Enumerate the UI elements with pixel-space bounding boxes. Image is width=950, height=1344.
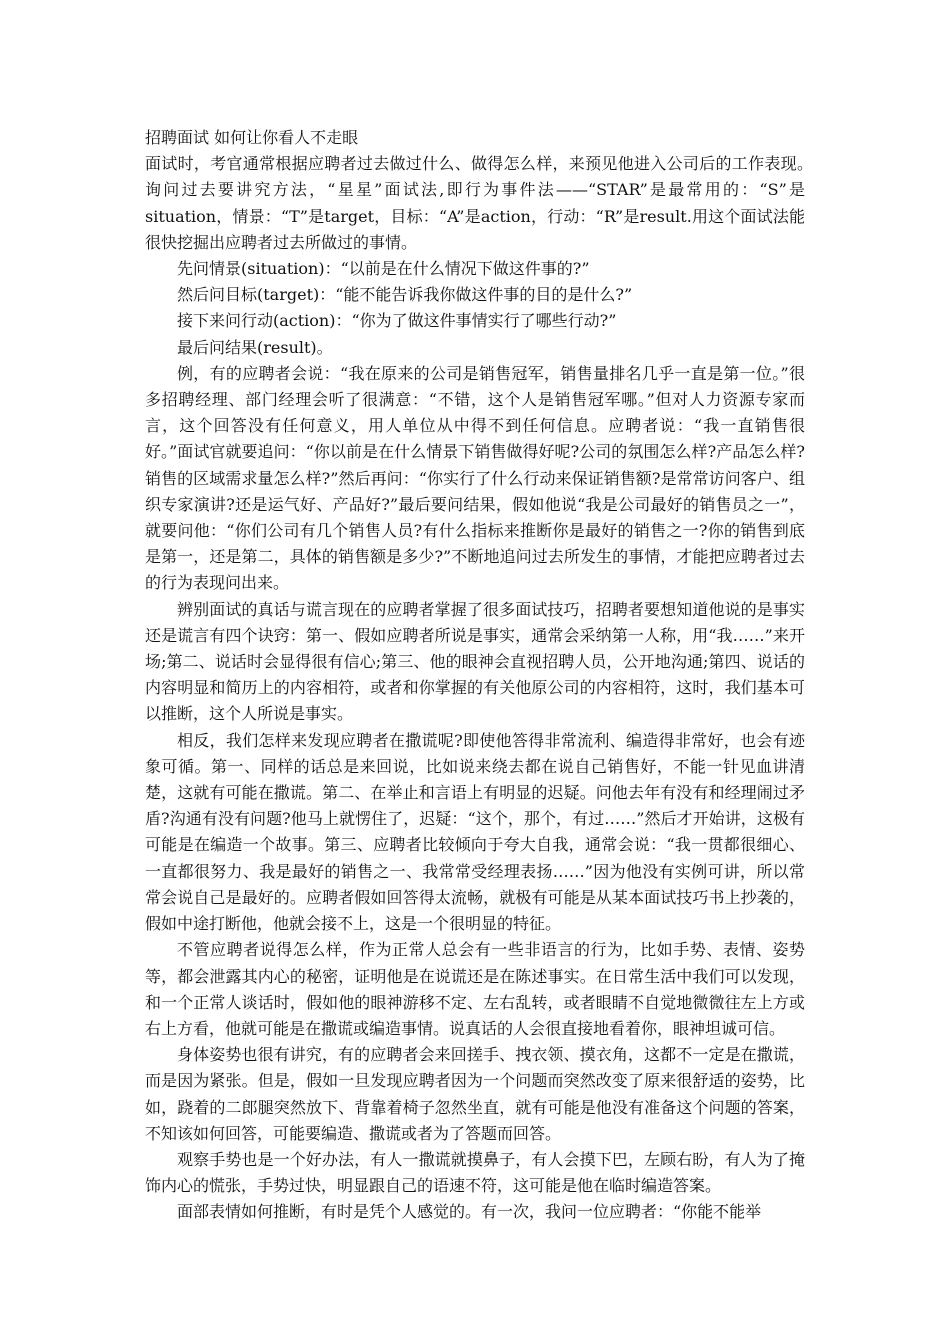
document-page [145,125,838,1226]
paragraph-gestures: 观察手势也是一个好办法，有人一撒谎就摸鼻子，有人会摸下巴，左顾右盼，有人为了掩饰内心的慌张，手势过快，明显跟自己的语速不符，这可能是他在临时编造答案。 [145,1149,805,1196]
paragraph-example: 例，有的应聘者会说：“我在原来的公司是销售冠军，销售量排名几乎一直是第一位。”很多招聘经理、部门经理会听了很满意：“不错，这个人是销售冠军哪。”但对人力资源专家而言，这个回答没有任何意义，用人单位从中得不到任何信息。应聘者说：“我一直销售很好。”面试官就要追问：“你以前是在什么情景下销售做得好呢?公司的氛围怎么样?产品怎么样?销售的区域需求量怎么样?”然后再问：“你实行了什么行动来保证销售额?是常常访问客户、组织专家演讲?还是运气好、产品好?”最后要问结果，假如他说“我是公司最好的销售员之一”，就要问他：“你们公司有几个销售人员?有什么指标来推断你是最好的销售之一?你的销售到底是第一，还是第二，具体的销售额是多少?”不断地追问过去所发生的事情，才能把应聘者过去的行为表现问出来。 [145,363,805,593]
paragraph-posture: 身体姿势也很有讲究，有的应聘者会来回搓手、拽衣领、摸衣角，这都不一定是在撒谎，而是因为紧张。但是，假如一旦发现应聘者因为一个问题而突然改变了原来很舒适的姿势，比如，跷着的二郎腿突然放下、背靠着椅子忽然坐直，就有可能是他没有准备这个问题的答案，不知该如何回答，可能要编造、撒谎或者为了答题而回答。 [145,1045,805,1143]
document-title: 招聘面试 如何让你看人不走眼 [145,128,359,147]
paragraph-facial: 面部表情如何推断，有时是凭个人感觉的。有一次，我问一位应聘者：“你能不能举 [177,1202,762,1222]
paragraph-truth: 辨别面试的真话与谎言现在的应聘者掌握了很多面试技巧，招聘者要想知道他说的是事实还是谎言有四个诀窍：第一、假如应聘者所说是事实，通常会采纳第一人称，用“我……”来开场;第二、说话时会显得很有信心;第三、他的眼神会直视招聘人员，公开地沟通;第四、说话的内容明显和简历上的内容相符，或者和你掌握的有关他原公司的内容相符，这时，我们基本可以推断，这个人所说是事实。 [145,599,805,724]
paragraph-action: 接下来问行动(action)：“你为了做这件事情实行了哪些行动?” [177,311,617,331]
paragraph-situation: 先问情景(situation)：“以前是在什么情况下做这件事的?” [177,259,590,279]
paragraph-result: 最后问结果(result)。 [177,337,333,357]
paragraph-lies: 相反，我们怎样来发现应聘者在撒谎呢?即使他答得非常流利、编造得非常好，也会有迹象可循。第一、同样的话总是来回说，比如说来绕去都在说自己销售好，不能一针见血讲清楚，这就有可能在撒谎。第二、在举止和言语上有明显的迟疑。问他去年有没有和经理闹过矛盾?沟通有没有问题?他马上就愣住了，迟疑：“这个，那个，有过……”然后才开始讲，这极有可能是在编造一个故事。第三、应聘者比较倾向于夸大自我，通常会说：“我一贯都很细心、一直都很努力、我是最好的销售之一、我常常受经理表扬……”因为他没有实例可讲，所以常常会说自己是最好的。应聘者假如回答得太流畅，就极有可能是从某本面试技巧书上抄袭的，假如中途打断他，他就会接不上，这是一个很明显的特征。 [145,730,805,934]
paragraph-target: 然后问目标(target)：“能不能告诉我你做这件事的目的是什么?” [177,285,633,305]
paragraph-nonverbal: 不管应聘者说得怎么样，作为正常人总会有一些非语言的行为，比如手势、表情、姿势等，都会泄露其内心的秘密，证明他是在说谎还是在陈述事实。在日常生活中我们可以发现，和一个正常人谈话时，假如他的眼神游移不定、左右乱转，或者眼睛不自觉地微微往左上方或右上方看，他就可能是在撒谎或编造事情。说真话的人会很直接地看着你，眼神坦诚可信。 [145,940,805,1038]
paragraph-intro: 面试时，考官通常根据应聘者过去做过什么、做得怎么样，来预见他进入公司后的工作表现。 询问过去要讲究方法，“星星”面试法,即行为事件法——“STAR”是最常用的：“S”是situation，情景：“T”是target，目标：“A”是action，行动：“R”是result.用这个面试法能很快挖掘出应聘者过去所做过的事情。 [145,154,838,252]
